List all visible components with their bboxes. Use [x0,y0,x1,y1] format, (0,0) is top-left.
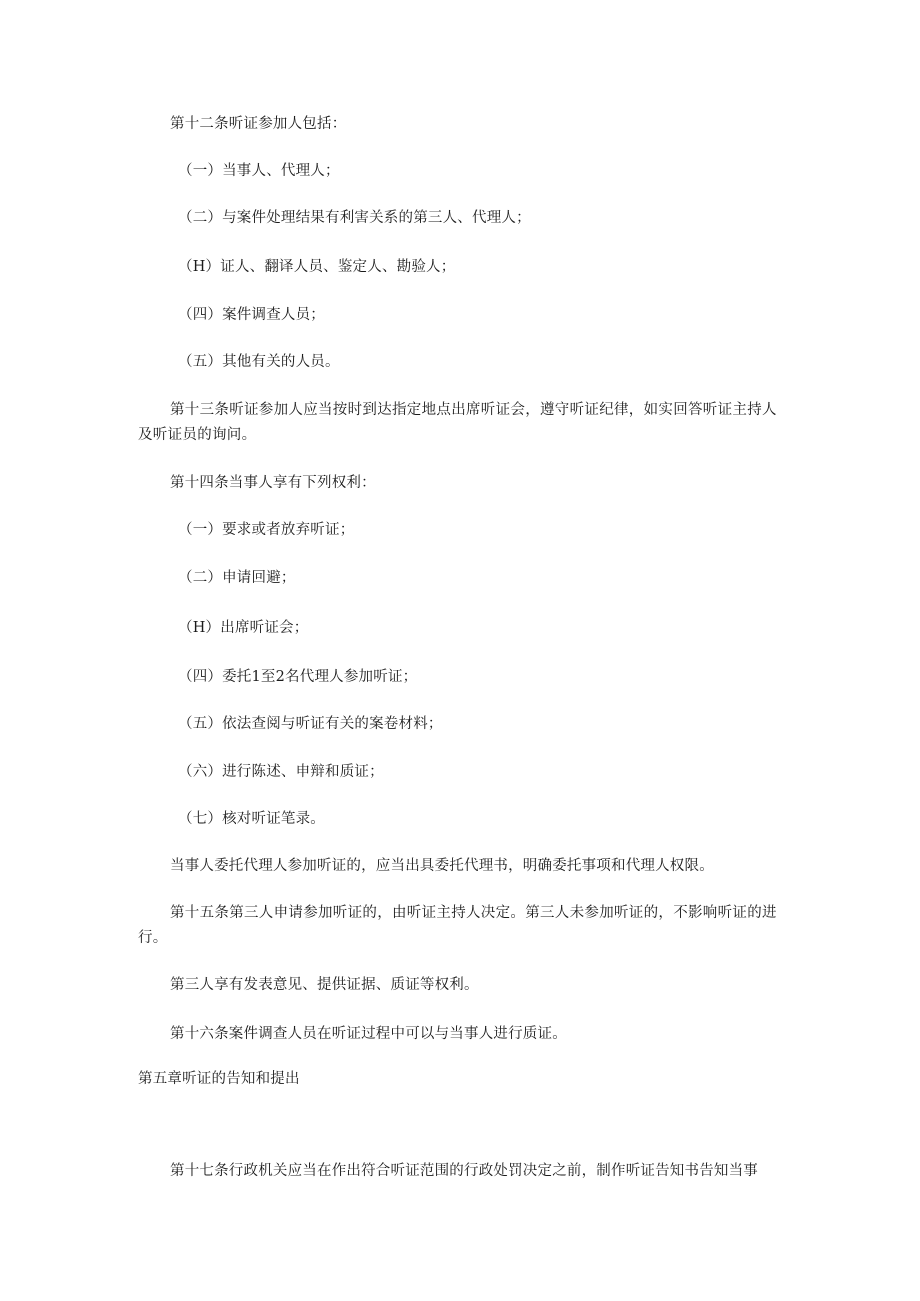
list-item: （五）依法查阅与听证有关的案卷材料； [178,716,443,732]
list-item: （H）出席听证会； [178,620,309,636]
list-item: （一）当事人、代理人； [178,163,340,179]
chapter-5-heading: 第五章听证的告知和提出 [138,1071,300,1087]
article-15-paragraph: 第十五条第三人申请参加听证的，由听证主持人决定。第三人未参加听证的，不影响听证的进行。 [138,905,777,946]
article-16-paragraph: 第十六条案件调查人员在听证过程中可以与当事人进行质证。 [170,1026,567,1042]
article-14-heading: 第十四条当事人享有下列权利： [170,475,376,491]
list-item: （H）证人、翻译人员、鉴定人、勘验人； [178,259,456,275]
list-item: （二）申请回避； [178,570,296,586]
list-item: （二）与案件处理结果有利害关系的第三人、代理人； [178,210,531,226]
list-item: （四）委托1至2名代理人参加听证； [178,669,418,685]
article-13-paragraph: 第十三条听证参加人应当按时到达指定地点出席听证会，遵守听证纪律，如实回答听证主持人及听证员的询问。 [138,402,777,443]
list-item: （五）其他有关的人员。 [178,354,340,370]
article-17-paragraph: 第十七条行政机关应当在作出符合听证范围的行政处罚决定之前，制作听证告知书告知当事 [170,1163,758,1179]
list-item: （七）核对听证笔录。 [178,811,325,827]
third-party-rights-paragraph: 第三人享有发表意见、提供证据、质证等权利。 [170,977,479,993]
list-item: （四）案件调查人员； [178,307,325,323]
agent-paragraph: 当事人委托代理人参加听证的，应当出具委托代理书，明确委托事项和代理人权限。 [170,858,714,874]
article-12-heading: 第十二条听证参加人包括： [170,116,347,132]
list-item: （一）要求或者放弃听证； [178,522,355,538]
list-item: （六）进行陈述、申辩和质证； [178,764,384,780]
